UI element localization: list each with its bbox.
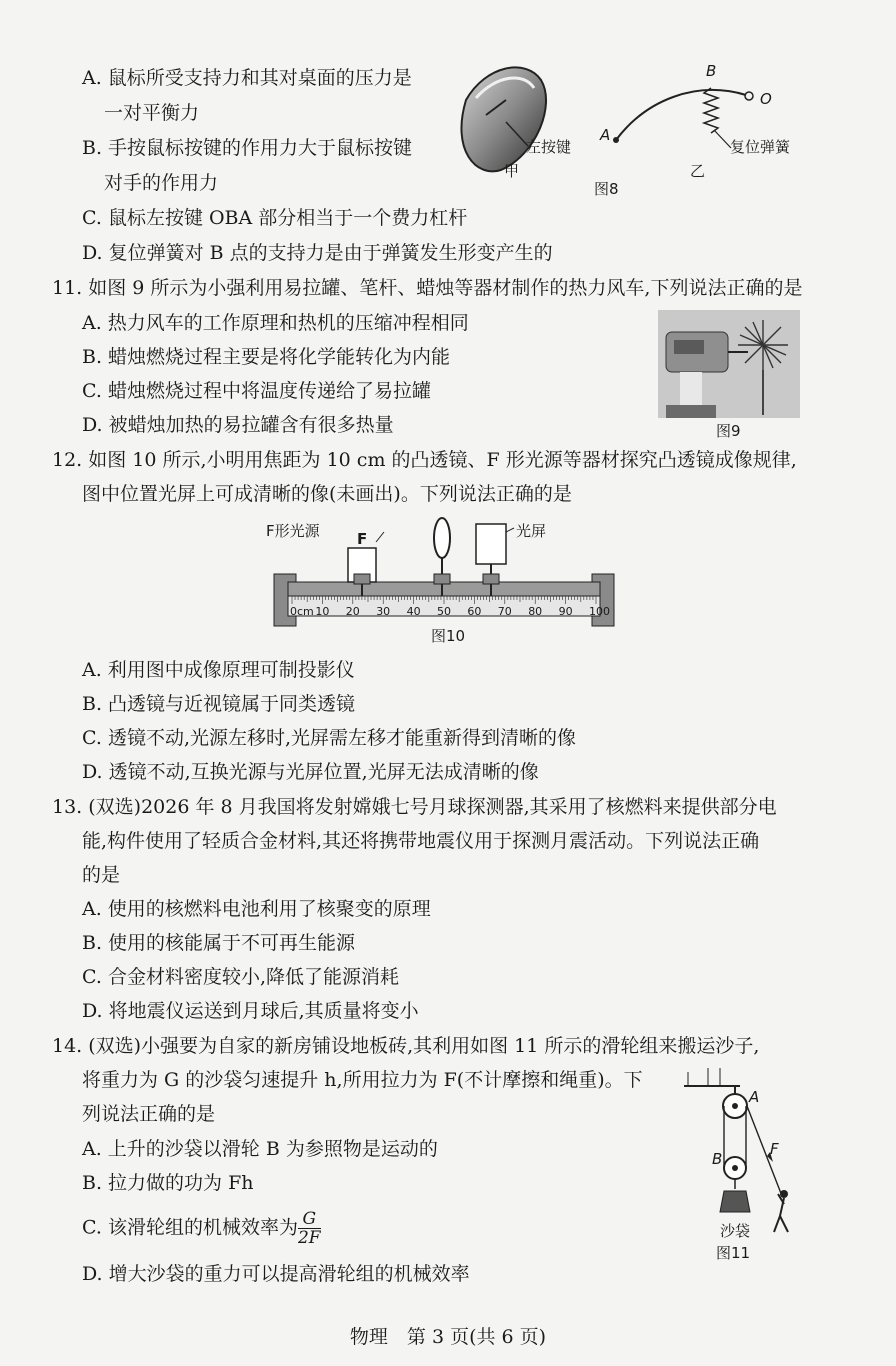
q10-point-o: O bbox=[760, 90, 772, 108]
fraction-denominator: 2F bbox=[297, 1228, 321, 1248]
q14-option-a: A. 上升的沙袋以滑轮 B 为参照物是运动的 bbox=[82, 1138, 438, 1160]
q14-option-b: B. 拉力做的功为 Fh bbox=[82, 1172, 254, 1194]
q14-force-f: F bbox=[770, 1140, 779, 1158]
ruler-tick-label: 50 bbox=[437, 605, 451, 618]
q14-stem-line1: 14. (双选)小强要为自家的新房铺设地板砖,其利用如图 11 所示的滑轮组来搬运沙子, bbox=[52, 1035, 760, 1057]
q12-source-label: F形光源 bbox=[266, 522, 320, 540]
figure-8-caption: 图8 bbox=[594, 180, 619, 198]
q14-option-c-text: C. 该滑轮组的机械效率为 bbox=[82, 1216, 298, 1239]
q13-stem-line3: 的是 bbox=[82, 864, 121, 886]
q12-option-a: A. 利用图中成像原理可制投影仪 bbox=[82, 659, 355, 681]
q11-option-c: C. 蜡烛燃烧过程中将温度传递给了易拉罐 bbox=[82, 380, 431, 402]
q14-stem-line3: 列说法正确的是 bbox=[82, 1103, 216, 1125]
q10-jia-label: 甲 bbox=[504, 162, 520, 180]
figure-10-caption: 图10 bbox=[431, 627, 466, 645]
q14-option-d: D. 增大沙袋的重力可以提高滑轮组的机械效率 bbox=[82, 1263, 470, 1285]
q12-stem-line1: 12. 如图 10 所示,小明用焦距为 10 cm 的凸透镜、F 形光源等器材探究凸透镜成像规律, bbox=[52, 449, 797, 471]
q13-stem-line1: 13. (双选)2026 年 8 月我国将发射嫦娥七号月球探测器,其采用了核燃料来提供部分电 bbox=[52, 796, 777, 818]
q10-option-b-line2: 对手的作用力 bbox=[104, 172, 219, 194]
q12-stem-line2: 图中位置光屏上可成清晰的像(未画出)。下列说法正确的是 bbox=[82, 483, 572, 505]
q10-option-a-line2: 一对平衡力 bbox=[104, 102, 200, 124]
q10-spring-label: 复位弹簧 bbox=[730, 138, 791, 156]
q12-option-c: C. 透镜不动,光源左移时,光屏需左移才能重新得到清晰的像 bbox=[82, 727, 577, 749]
q14-option-c bbox=[82, 1210, 321, 1247]
q11-stem: 11. 如图 9 所示为小强利用易拉罐、笔杆、蜡烛等器材制作的热力风车,下列说法正确的是 bbox=[52, 277, 803, 299]
figure-11-pulley bbox=[680, 1064, 810, 1244]
ruler-tick-label: 0cm bbox=[290, 605, 314, 618]
q12-option-d: D. 透镜不动,互换光源与光屏位置,光屏无法成清晰的像 bbox=[82, 761, 539, 783]
q10-point-a: A bbox=[600, 126, 611, 144]
ruler-tick-label: 70 bbox=[497, 605, 512, 618]
q12-screen-label: 光屏 bbox=[516, 522, 547, 540]
ruler-tick-label: 20 bbox=[345, 605, 360, 618]
q14-pulley-a: A bbox=[749, 1088, 760, 1106]
q14-bag-label: 沙袋 bbox=[720, 1222, 751, 1240]
figure-9-photo bbox=[658, 310, 800, 418]
q10-left-key-label: 左按键 bbox=[526, 138, 572, 156]
q14-efficiency-fraction bbox=[298, 1210, 321, 1247]
page-footer: 物理 第 3 页(共 6 页) bbox=[349, 1326, 547, 1348]
fraction-numerator: G bbox=[298, 1210, 321, 1229]
q14-pulley-b: B bbox=[712, 1150, 723, 1168]
ruler-tick-label: 30 bbox=[376, 605, 391, 618]
ruler-tick-label: 10 bbox=[315, 605, 330, 618]
q10-option-c: C. 鼠标左按键 OBA 部分相当于一个费力杠杆 bbox=[82, 207, 468, 229]
q13-stem-line2: 能,构件使用了轻质合金材料,其还将携带地震仪用于探测月震活动。下列说法正确 bbox=[82, 830, 760, 852]
q10-yi-label: 乙 bbox=[690, 162, 706, 180]
q10-option-d: D. 复位弹簧对 B 点的支持力是由于弹簧发生形变产生的 bbox=[82, 242, 553, 264]
q11-option-b: B. 蜡烛燃烧过程主要是将化学能转化为内能 bbox=[82, 346, 451, 368]
q11-option-a: A. 热力风车的工作原理和热机的压缩冲程相同 bbox=[82, 312, 469, 334]
q14-stem-line2: 将重力为 G 的沙袋匀速提升 h,所用拉力为 F(不计摩擦和绳重)。下 bbox=[82, 1069, 643, 1091]
q13-option-a: A. 使用的核燃料电池利用了核聚变的原理 bbox=[82, 898, 431, 920]
q10-point-b: B bbox=[706, 62, 717, 80]
ruler-tick-label: 60 bbox=[467, 605, 482, 618]
q12-source-letter: F bbox=[357, 530, 368, 548]
ruler-tick-label: 100 bbox=[589, 605, 610, 618]
q12-option-b: B. 凸透镜与近视镜属于同类透镜 bbox=[82, 693, 356, 715]
q10-option-b-line1: B. 手按鼠标按键的作用力大于鼠标按键 bbox=[82, 137, 413, 159]
figure-9-caption: 图9 bbox=[716, 422, 741, 440]
ruler-tick-label: 90 bbox=[558, 605, 573, 618]
q11-option-d: D. 被蜡烛加热的易拉罐含有很多热量 bbox=[82, 414, 394, 436]
q13-option-d: D. 将地震仪运送到月球后,其质量将变小 bbox=[82, 1000, 419, 1022]
q10-option-a-line1: A. 鼠标所受支持力和其对桌面的压力是 bbox=[82, 67, 412, 89]
q13-option-b: B. 使用的核能属于不可再生能源 bbox=[82, 932, 356, 954]
q13-option-c: C. 合金材料密度较小,降低了能源消耗 bbox=[82, 966, 399, 988]
ruler-tick-label: 40 bbox=[406, 605, 421, 618]
ruler-tick-label: 80 bbox=[528, 605, 543, 618]
figure-11-caption: 图11 bbox=[716, 1244, 751, 1262]
figure-8-mouse bbox=[446, 60, 816, 200]
